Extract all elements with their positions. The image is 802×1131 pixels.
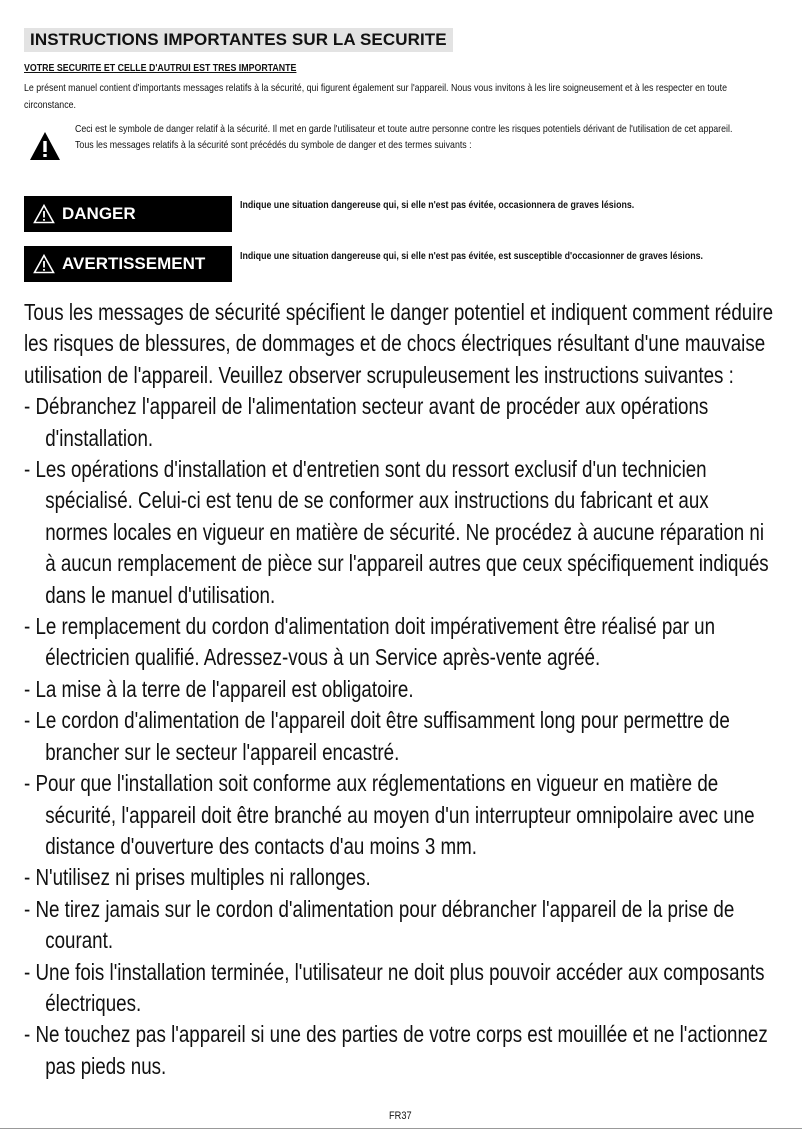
instruction-item: - Pour que l'installation soit conforme aux réglementations en vigueur en matière de sécurité, l'appareil doit être branché au moyen d'un interrupteur omnipolaire avec une distance d'ouverture des contacts d'au moins 3 mm. [24,770,755,859]
danger-description: Indique une situation dangereuse qui, si elle n'est pas évitée, occasionnera de graves lésions. [240,199,635,211]
section-subtitle: VOTRE SECURITE ET CELLE D'AUTRUI EST TRES IMPORTANTE [24,62,297,74]
symbol-explanation-line: Tous les messages relatifs à la sécurité sont précédés du symbole de danger et des termes suivants : [75,138,472,151]
warning-triangle-icon [29,131,61,161]
instruction-item: - Le remplacement du cordon d'alimentation doit impérativement être réalisé par un électricien qualifié. Adressez-vous à un Service après-vente agréé. [24,613,716,671]
page-number: FR37 [389,1110,412,1122]
warning-description: Indique une situation dangereuse qui, si elle n'est pas évitée, est susceptible d'occasionner de graves lésions. [240,250,703,262]
instruction-item: - Une fois l'installation terminée, l'utilisateur ne doit plus pouvoir accéder aux composants électriques. [24,958,765,1016]
intro-text: Le présent manuel contient d'importants messages relatifs à la sécurité, qui figurent également sur l'appareil. Nous vous invitons à les lire soigneusement et à les respecter en toute circonstance. [24,82,727,111]
instruction-list [24,391,775,1082]
instruction-item: - Les opérations d'installation et d'entretien sont du ressort exclusif d'un technicien spécialisé. Celui-ci est tenu de se conformer aux instructions du fabricant et aux normes locales en vigueur en matière de sécurité. Ne procédez à aucune réparation ni à aucun remplacement de pièce sur l'appareil autres que ceux spécifiquement indiqués dans le manuel d'utilisation. [24,456,769,608]
instruction-item: - Ne tirez jamais sur le cordon d'alimentation pour débrancher l'appareil de la prise de courant. [24,895,735,954]
instruction-item: - Ne touchez pas l'appareil si une des parties de votre corps est mouillée et ne l'actionnez pas pieds nus. [24,1021,768,1079]
symbol-explanation [75,122,783,153]
warning-label: AVERTISSEMENT [62,254,206,273]
danger-banner [24,196,232,232]
symbol-explanation-line: Ceci est le symbole de danger relatif à la sécurité. Il met en garde l'utilisateur et toute autre personne contre les risques potentiels dérivant de l'utilisation de cet appareil. [75,123,733,135]
instruction-item: - La mise à la terre de l'appareil est obligatoire. [24,675,414,702]
main-paragraph: Tous les messages de sécurité spécifient le danger potentiel et indiquent comment réduire les risques de blessures, de dommages et de chocs électriques résultant d'une mauvaise utilisation de l'appareil. Veuillez observer scrupuleusement les instructions suivantes : [24,299,774,388]
main-content [24,297,775,1082]
instruction-item: - Débranchez l'appareil de l'alimentation secteur avant de procéder aux opérations d'installation. [24,393,709,451]
warning-outline-icon [33,204,55,224]
danger-label: DANGER [62,204,136,223]
instruction-item: - Le cordon d'alimentation de l'appareil doit être suffisamment long pour permettre de brancher sur le secteur l'appareil encastré. [24,707,730,765]
page-title: INSTRUCTIONS IMPORTANTES SUR LA SECURITE [24,28,453,52]
instruction-item: - N'utilisez ni prises multiples ni rallonges. [24,864,371,891]
warning-outline-icon [33,254,55,274]
footer-divider [0,1128,802,1129]
warning-banner [24,246,232,282]
